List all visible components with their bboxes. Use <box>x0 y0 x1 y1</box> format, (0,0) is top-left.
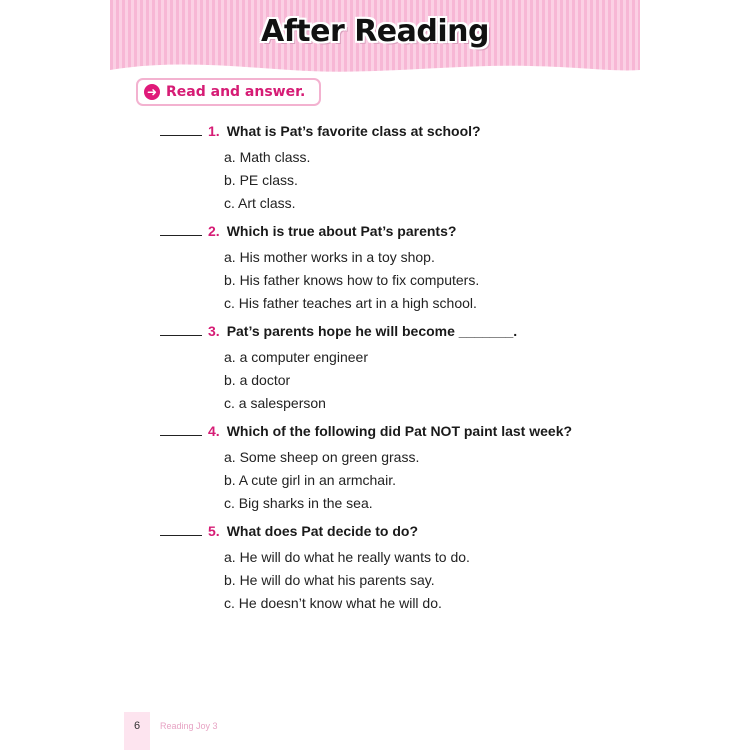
question-text: Which of the following did Pat NOT paint last week? <box>226 423 573 439</box>
answer-blank[interactable] <box>160 223 202 236</box>
option-c: c. His father teaches art in a high school. <box>224 295 477 311</box>
question-1 <box>160 123 630 215</box>
question-text: What is Pat’s favorite class at school? <box>226 123 481 139</box>
option-c: c. He doesn’t know what he will do. <box>224 595 442 611</box>
question-number: 2. <box>208 223 220 239</box>
question-number: 3. <box>208 323 220 339</box>
option-a: a. He will do what he really wants to do. <box>224 549 470 565</box>
answer-blank[interactable] <box>160 423 202 436</box>
arrow-right-circle-icon: ➜ <box>144 84 160 100</box>
option-c: c. Big sharks in the sea. <box>224 495 373 511</box>
page-title: After Reading <box>261 14 489 49</box>
option-a: a. Some sheep on green grass. <box>224 449 420 465</box>
option-a: a. His mother works in a toy shop. <box>224 249 435 265</box>
question-text: What does Pat decide to do? <box>226 523 419 539</box>
question-list <box>160 123 630 623</box>
option-a: a. Math class. <box>224 149 311 165</box>
question-line <box>160 123 630 146</box>
question-line <box>160 523 630 546</box>
option-c: c. Art class. <box>224 195 296 211</box>
answer-blank[interactable] <box>160 323 202 336</box>
page-number: 6 <box>124 712 150 750</box>
option-b: b. His father knows how to fix computers. <box>224 272 480 288</box>
option-a: a. a computer engineer <box>224 349 368 365</box>
question-line <box>160 423 630 446</box>
option-b: b. He will do what his parents say. <box>224 572 435 588</box>
answer-blank[interactable] <box>160 123 202 136</box>
header-band <box>110 0 640 82</box>
question-number: 5. <box>208 523 220 539</box>
question-2 <box>160 223 630 315</box>
option-b: b. A cute girl in an armchair. <box>224 472 396 488</box>
page-footer <box>124 712 218 750</box>
question-number: 4. <box>208 423 220 439</box>
book-title: Reading Joy 3 <box>160 721 218 731</box>
question-4 <box>160 423 630 515</box>
option-b: b. a doctor <box>224 372 291 388</box>
option-b: b. PE class. <box>224 172 298 188</box>
question-text: Which is true about Pat’s parents? <box>226 223 457 239</box>
question-text: Pat’s parents hope he will become _______. <box>226 323 518 339</box>
question-5 <box>160 523 630 615</box>
answer-blank[interactable] <box>160 523 202 536</box>
workbook-page <box>110 0 640 750</box>
instruction-box <box>136 78 321 106</box>
option-c: c. a salesperson <box>224 395 326 411</box>
question-line <box>160 223 630 246</box>
instruction-text: Read and answer. <box>166 84 306 100</box>
question-3 <box>160 323 630 415</box>
question-line <box>160 323 630 346</box>
question-number: 1. <box>208 123 220 139</box>
